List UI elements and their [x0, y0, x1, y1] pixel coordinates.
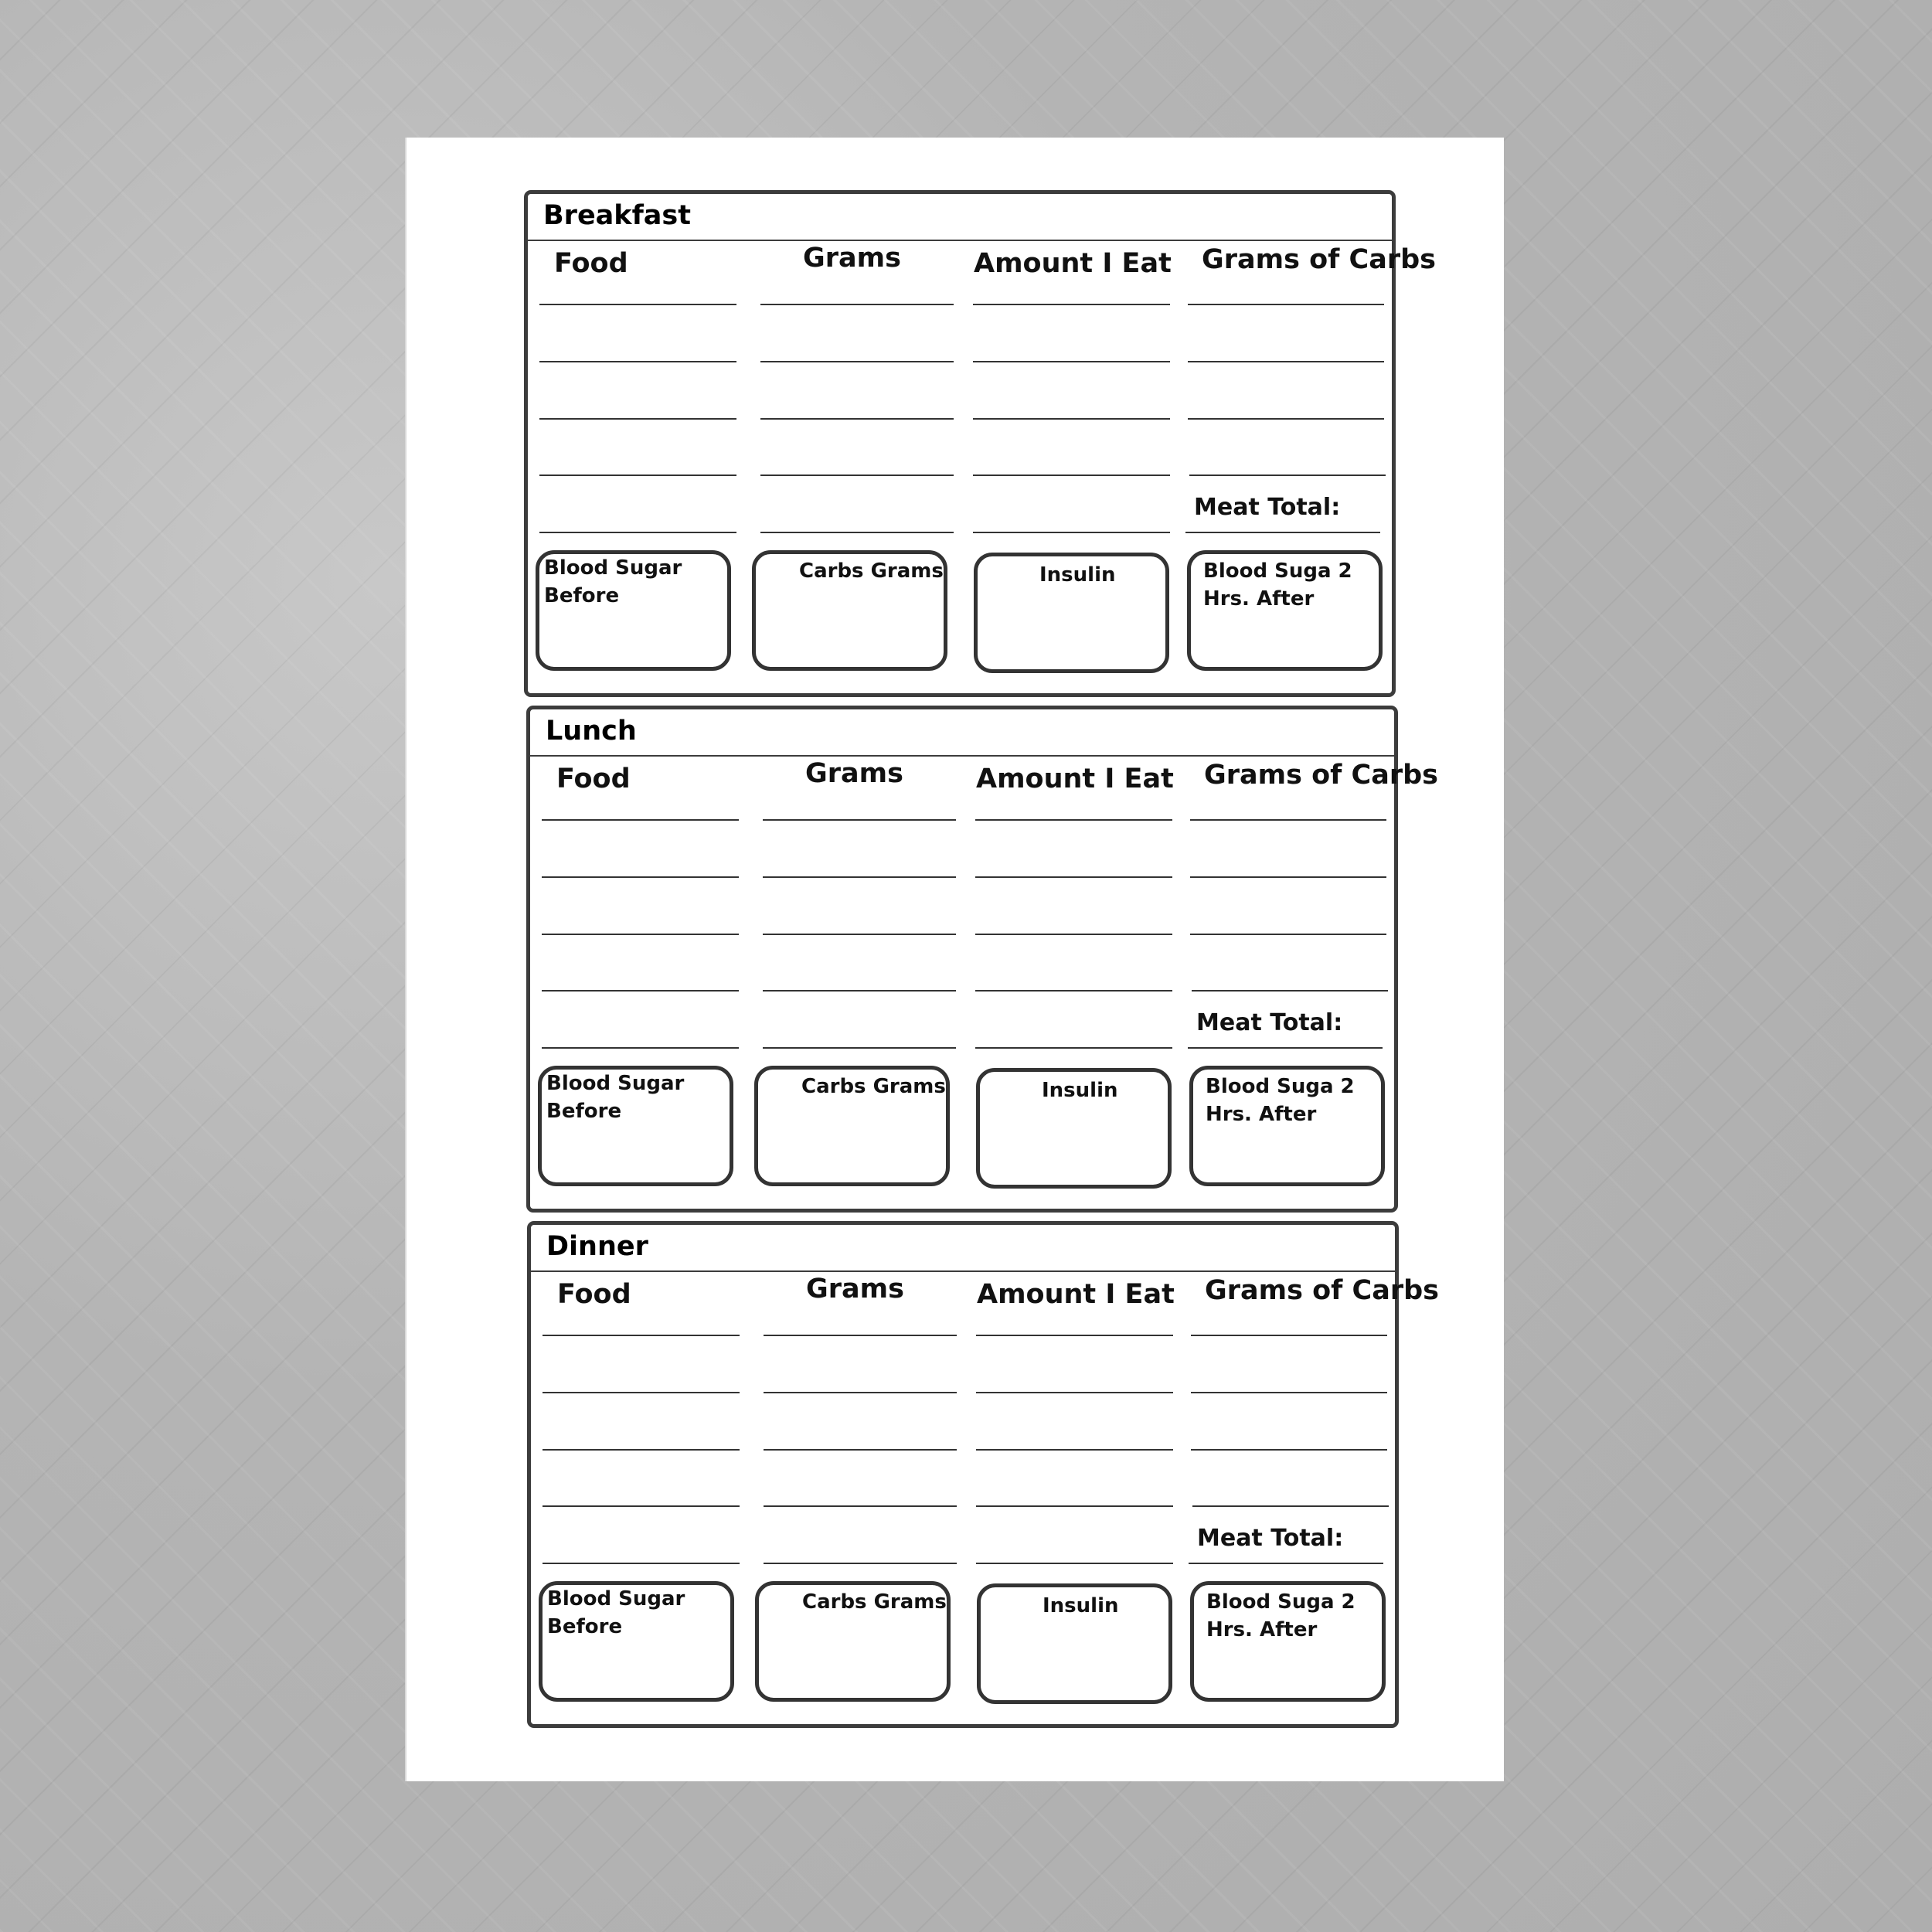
- box-label: Blood Suga 2 Hrs. After: [1203, 560, 1352, 611]
- carbs-entry-line[interactable]: [1190, 934, 1386, 935]
- breakfast-section: [524, 190, 1437, 697]
- food-entry-line[interactable]: [539, 304, 736, 305]
- blood-sugar-after-box[interactable]: [1189, 1066, 1385, 1186]
- grams-entry-line[interactable]: [764, 1505, 957, 1507]
- grams-entry-line[interactable]: [764, 1449, 957, 1451]
- blood-sugar-before-box[interactable]: [538, 1066, 733, 1186]
- box-label: Carbs Grams: [799, 560, 944, 583]
- grams-entry-line[interactable]: [763, 934, 956, 935]
- food-entry-line[interactable]: [539, 532, 736, 533]
- blood-sugar-after-box[interactable]: [1190, 1581, 1386, 1702]
- grams-entry-line[interactable]: [760, 418, 954, 420]
- insulin-box[interactable]: [977, 1583, 1172, 1704]
- carbs-entry-line[interactable]: [1192, 990, 1388, 992]
- blood-sugar-before-box[interactable]: [536, 550, 731, 671]
- lunch-section: [526, 706, 1439, 1213]
- grams-entry-line[interactable]: [760, 532, 954, 533]
- grams-entry-line[interactable]: [764, 1392, 957, 1393]
- carbs-entry-line[interactable]: [1190, 819, 1386, 821]
- box-label: Carbs Grams: [802, 1590, 947, 1614]
- food-entry-line[interactable]: [543, 1505, 740, 1507]
- section-title: Lunch: [546, 716, 637, 747]
- meat-total-label: Meat Total:: [1196, 1009, 1343, 1036]
- box-label: Blood Sugar Before: [546, 1072, 685, 1124]
- carbs-entry-line[interactable]: [1191, 1392, 1387, 1393]
- food-header: Food: [554, 248, 628, 279]
- amount-entry-line[interactable]: [975, 990, 1172, 992]
- box-label: Insulin: [1042, 1079, 1118, 1102]
- amount-header: Amount I Eat: [974, 248, 1172, 279]
- carbs-grams-box[interactable]: [755, 1581, 951, 1702]
- meat-total-line[interactable]: [1188, 1047, 1383, 1049]
- amount-entry-line[interactable]: [975, 819, 1172, 821]
- carbs-entry-line[interactable]: [1192, 1505, 1389, 1507]
- box-label: Insulin: [1039, 563, 1116, 587]
- dinner-section: [527, 1221, 1440, 1728]
- food-entry-line[interactable]: [543, 1449, 740, 1451]
- amount-header: Amount I Eat: [977, 1279, 1175, 1310]
- box-label: Blood Suga 2 Hrs. After: [1206, 1590, 1355, 1642]
- food-entry-line[interactable]: [542, 934, 739, 935]
- amount-entry-line[interactable]: [973, 361, 1170, 362]
- amount-entry-line[interactable]: [975, 934, 1172, 935]
- grams-entry-line[interactable]: [763, 819, 956, 821]
- amount-entry-line[interactable]: [976, 1505, 1173, 1507]
- carbs-entry-line[interactable]: [1189, 474, 1386, 476]
- grams-entry-line[interactable]: [760, 474, 954, 476]
- carbs-header: Grams of Carbs: [1204, 760, 1439, 791]
- amount-header: Amount I Eat: [976, 764, 1174, 794]
- carbs-entry-line[interactable]: [1190, 876, 1386, 878]
- title-divider: [530, 755, 1394, 757]
- grams-entry-line[interactable]: [763, 990, 956, 992]
- amount-entry-line[interactable]: [975, 876, 1172, 878]
- food-entry-line[interactable]: [539, 418, 736, 420]
- grams-header: Grams: [805, 758, 903, 789]
- section-title: Breakfast: [543, 200, 691, 231]
- carbs-entry-line[interactable]: [1188, 361, 1384, 362]
- insulin-box[interactable]: [974, 553, 1169, 673]
- amount-entry-line[interactable]: [976, 1392, 1173, 1393]
- carbs-grams-box[interactable]: [754, 1066, 950, 1186]
- grams-entry-line[interactable]: [763, 876, 956, 878]
- grams-header: Grams: [806, 1274, 904, 1304]
- grams-entry-line[interactable]: [760, 361, 954, 362]
- food-entry-line[interactable]: [542, 819, 739, 821]
- meat-total-line[interactable]: [1185, 532, 1380, 533]
- amount-entry-line[interactable]: [975, 1047, 1172, 1049]
- food-entry-line[interactable]: [543, 1392, 740, 1393]
- carbs-entry-line[interactable]: [1191, 1335, 1387, 1336]
- title-divider: [528, 240, 1392, 241]
- box-label: Insulin: [1043, 1594, 1119, 1617]
- amount-entry-line[interactable]: [973, 474, 1170, 476]
- carbs-grams-box[interactable]: [752, 550, 947, 671]
- food-entry-line[interactable]: [542, 990, 739, 992]
- grams-entry-line[interactable]: [763, 1047, 956, 1049]
- grams-entry-line[interactable]: [760, 304, 954, 305]
- food-entry-line[interactable]: [542, 1047, 739, 1049]
- food-entry-line[interactable]: [543, 1563, 740, 1564]
- amount-entry-line[interactable]: [976, 1335, 1173, 1336]
- box-label: Blood Sugar Before: [547, 1587, 685, 1639]
- grams-entry-line[interactable]: [764, 1563, 957, 1564]
- meat-total-line[interactable]: [1189, 1563, 1383, 1564]
- carbs-entry-line[interactable]: [1188, 418, 1384, 420]
- blood-sugar-after-box[interactable]: [1187, 550, 1383, 671]
- grams-header: Grams: [803, 243, 901, 274]
- box-label: Carbs Grams: [801, 1075, 946, 1098]
- title-divider: [531, 1270, 1395, 1272]
- grams-entry-line[interactable]: [764, 1335, 957, 1336]
- meat-total-label: Meat Total:: [1194, 494, 1341, 521]
- section-title: Dinner: [546, 1231, 648, 1262]
- log-sheet: [406, 138, 1504, 1781]
- carbs-entry-line[interactable]: [1188, 304, 1384, 305]
- food-entry-line[interactable]: [543, 1335, 740, 1336]
- amount-entry-line[interactable]: [976, 1563, 1173, 1564]
- carbs-header: Grams of Carbs: [1202, 244, 1437, 275]
- food-entry-line[interactable]: [539, 474, 736, 476]
- carbs-entry-line[interactable]: [1191, 1449, 1387, 1451]
- insulin-box[interactable]: [976, 1068, 1172, 1189]
- box-label: Blood Suga 2 Hrs. After: [1206, 1075, 1355, 1127]
- amount-entry-line[interactable]: [973, 532, 1170, 533]
- box-label: Blood Sugar Before: [544, 556, 682, 608]
- amount-entry-line[interactable]: [973, 304, 1170, 305]
- carbs-header: Grams of Carbs: [1205, 1275, 1440, 1306]
- blood-sugar-before-box[interactable]: [539, 1581, 734, 1702]
- amount-entry-line[interactable]: [976, 1449, 1173, 1451]
- food-header: Food: [557, 1279, 631, 1310]
- meat-total-label: Meat Total:: [1197, 1525, 1344, 1552]
- food-header: Food: [556, 764, 631, 794]
- amount-entry-line[interactable]: [973, 418, 1170, 420]
- food-entry-line[interactable]: [542, 876, 739, 878]
- food-entry-line[interactable]: [539, 361, 736, 362]
